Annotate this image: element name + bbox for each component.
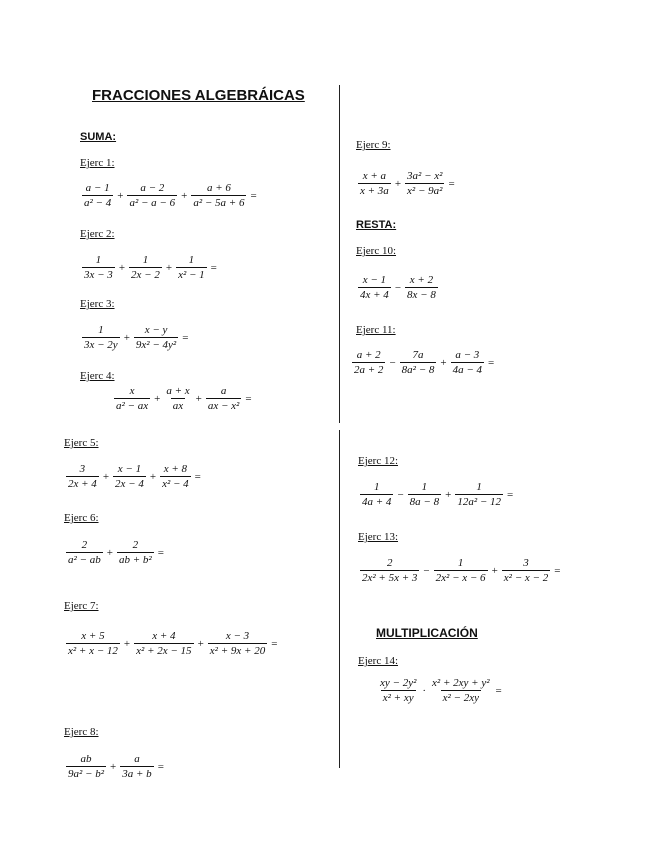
numerator: a — [220, 385, 227, 397]
section-resta: RESTA: — [356, 219, 397, 231]
fraction — [176, 254, 207, 281]
exercise-6-expression — [64, 539, 166, 566]
exercise-9-expression — [356, 170, 457, 197]
fraction — [378, 677, 418, 704]
operator: + — [106, 546, 113, 559]
operator: + — [123, 331, 130, 344]
exercise-11-expression — [350, 349, 496, 376]
fraction — [134, 324, 178, 351]
equals-sign: = — [210, 261, 217, 274]
fraction — [120, 753, 153, 780]
denominator: 2x − 2 — [131, 269, 160, 281]
numerator: a − 2 — [140, 182, 165, 194]
exercise-13-label: Ejerc 13: — [358, 531, 399, 543]
numerator: x + a — [362, 170, 387, 182]
operator: + — [445, 488, 452, 501]
fraction — [66, 539, 103, 566]
equals-sign: = — [182, 331, 189, 344]
fraction — [82, 324, 120, 351]
denominator: a² − ab — [68, 554, 101, 566]
exercise-7-label: Ejerc 7: — [64, 600, 99, 612]
fraction — [66, 753, 106, 780]
exercise-4-label: Ejerc 4: — [80, 370, 115, 382]
section-multiplicacion: MULTIPLICACIÓN — [376, 626, 478, 640]
fraction — [502, 557, 550, 584]
fraction — [113, 463, 146, 490]
denominator: x² + xy — [382, 692, 414, 704]
equals-sign: = — [194, 470, 201, 483]
fraction — [430, 677, 491, 704]
fraction — [358, 274, 391, 301]
numerator: ab — [80, 753, 92, 765]
numerator: x + 5 — [81, 630, 105, 642]
equals-sign: = — [271, 637, 278, 650]
operator: + — [394, 177, 402, 190]
denominator: x² − x − 2 — [503, 572, 549, 584]
exercise-2-label: Ejerc 2: — [80, 228, 115, 240]
numerator: 7a — [412, 349, 424, 361]
fraction — [208, 630, 267, 657]
exercise-1-expression — [80, 182, 259, 209]
denominator: x² − 1 — [178, 269, 205, 281]
denominator: 8a − 8 — [409, 496, 440, 508]
exercise-1-label: Ejerc 1: — [80, 157, 115, 169]
fraction — [134, 630, 193, 657]
denominator: x² − 9a² — [407, 185, 443, 197]
denominator: a² − 5a + 6 — [193, 197, 245, 209]
numerator: x − y — [144, 324, 168, 336]
exercise-5-expression — [64, 463, 203, 490]
operator: − — [389, 356, 396, 369]
fraction — [405, 274, 438, 301]
exercise-10-expression — [356, 274, 440, 301]
denominator: 9x² − 4y² — [135, 339, 177, 351]
fraction — [114, 385, 150, 412]
numerator: a + x — [166, 385, 190, 397]
denominator: x² − 2xy — [442, 692, 479, 704]
exercise-8-label: Ejerc 8: — [64, 726, 99, 738]
equals-sign: = — [507, 488, 514, 501]
numerator: xy − 2y² — [380, 677, 417, 689]
numerator: 1 — [188, 254, 195, 266]
numerator: x + 2 — [409, 274, 434, 286]
fraction — [405, 170, 444, 197]
numerator: 1 — [421, 481, 428, 493]
exercise-8-expression — [64, 753, 166, 780]
numerator: 3 — [523, 557, 529, 569]
operator: + — [149, 470, 157, 483]
equals-sign: = — [495, 684, 502, 697]
fraction — [127, 182, 177, 209]
exercise-2-expression — [80, 254, 219, 281]
fraction — [352, 349, 385, 376]
operator: + — [181, 189, 188, 202]
exercise-12-expression — [358, 481, 515, 508]
fraction — [66, 463, 99, 490]
operator: + — [491, 564, 498, 577]
exercise-12-label: Ejerc 12: — [358, 455, 399, 467]
numerator: 1 — [476, 481, 482, 493]
fraction — [129, 254, 162, 281]
denominator: 3x − 2y — [84, 339, 118, 351]
operator: + — [118, 261, 126, 274]
operator: + — [123, 637, 131, 650]
operator: + — [440, 356, 447, 369]
numerator: x — [129, 385, 135, 397]
equals-sign: = — [448, 177, 455, 190]
fraction — [451, 349, 484, 376]
denominator: x² + 2x − 15 — [136, 645, 192, 657]
fraction — [160, 463, 191, 490]
fraction — [191, 182, 246, 209]
equals-sign: = — [554, 564, 561, 577]
equals-sign: = — [157, 546, 164, 559]
denominator: ab + b² — [118, 554, 152, 566]
denominator: 8a² − 8 — [401, 364, 435, 376]
exercise-14-expression — [376, 677, 504, 704]
fraction — [117, 539, 154, 566]
operator: + — [197, 637, 204, 650]
exercise-3-expression — [80, 324, 190, 351]
equals-sign: = — [157, 760, 164, 773]
numerator: a − 1 — [85, 182, 110, 194]
operator: + — [117, 189, 124, 202]
numerator: 1 — [98, 324, 104, 336]
numerator: x² + 2xy + y² — [432, 677, 490, 689]
numerator: 3a² − x² — [407, 170, 443, 182]
denominator: x² + 9x + 20 — [209, 645, 266, 657]
numerator: 3 — [79, 463, 86, 475]
numerator: x − 1 — [362, 274, 387, 286]
denominator: ax — [172, 400, 184, 412]
fraction — [206, 385, 242, 412]
numerator: a — [134, 753, 140, 765]
exercise-4-expression — [112, 385, 254, 412]
exercise-9-label: Ejerc 9: — [356, 139, 391, 151]
exercise-6-label: Ejerc 6: — [64, 512, 99, 524]
exercise-7-expression — [64, 630, 279, 657]
exercise-3-label: Ejerc 3: — [80, 298, 115, 310]
denominator: 2x² + 5x + 3 — [362, 572, 418, 584]
numerator: x − 1 — [117, 463, 142, 475]
denominator: x² + x − 12 — [68, 645, 118, 657]
equals-sign: = — [488, 356, 495, 369]
denominator: a² − ax — [116, 400, 149, 412]
fraction — [66, 630, 120, 657]
denominator: x + 3a — [360, 185, 389, 197]
section-suma: SUMA: — [80, 131, 117, 143]
operator: − — [423, 564, 430, 577]
numerator: 1 — [373, 481, 380, 493]
equals-sign: = — [250, 189, 257, 202]
fraction — [400, 349, 437, 376]
fraction — [408, 481, 441, 508]
denominator: 4a + 4 — [362, 496, 392, 508]
denominator: 2x² − x − 6 — [435, 572, 486, 584]
operator: + — [154, 392, 161, 405]
fraction — [360, 557, 419, 584]
numerator: a + 2 — [356, 349, 381, 361]
operator: · — [422, 684, 427, 697]
numerator: 2 — [81, 539, 88, 551]
numerator: 1 — [142, 254, 149, 266]
denominator: x² − 4 — [162, 478, 189, 490]
denominator: 12a² − 12 — [457, 496, 502, 508]
fraction — [164, 385, 191, 412]
numerator: x − 3 — [225, 630, 250, 642]
fraction — [455, 481, 503, 508]
numerator: x + 4 — [152, 630, 176, 642]
fraction — [434, 557, 488, 584]
denominator: 2x + 4 — [68, 478, 97, 490]
operator: − — [394, 281, 402, 294]
operator: − — [397, 488, 404, 501]
numerator: 1 — [95, 254, 102, 266]
equals-sign: = — [245, 392, 252, 405]
numerator: 2 — [386, 557, 393, 569]
fraction — [358, 170, 391, 197]
denominator: 3x − 3 — [84, 269, 113, 281]
operator: + — [195, 392, 202, 405]
numerator: 2 — [132, 539, 139, 551]
exercise-5-label: Ejerc 5: — [64, 437, 99, 449]
denominator: 2x − 4 — [115, 478, 144, 490]
exercise-10-label: Ejerc 10: — [356, 245, 397, 257]
exercise-13-expression — [358, 557, 562, 584]
denominator: a² − a − 6 — [129, 197, 176, 209]
numerator: a + 6 — [206, 182, 231, 194]
column-divider-bottom — [339, 430, 340, 768]
fraction — [82, 254, 115, 281]
denominator: 4x + 4 — [360, 289, 389, 301]
denominator: ax − x² — [207, 400, 240, 412]
fraction — [82, 182, 113, 209]
operator: + — [102, 470, 110, 483]
operator: + — [110, 760, 117, 773]
column-divider-top — [339, 85, 340, 423]
page-title: FRACCIONES ALGEBRÁICAS — [92, 87, 305, 104]
denominator: 8x − 8 — [407, 289, 436, 301]
numerator: 1 — [457, 557, 464, 569]
numerator: a − 3 — [455, 349, 480, 361]
denominator: 3a + b — [122, 768, 152, 780]
exercise-11-label: Ejerc 11: — [356, 324, 396, 336]
denominator: 2a + 2 — [354, 364, 384, 376]
fraction — [360, 481, 393, 508]
denominator: 4a − 4 — [452, 364, 483, 376]
operator: + — [165, 261, 173, 274]
denominator: 9a² − b² — [68, 768, 105, 780]
denominator: a² − 4 — [84, 197, 112, 209]
numerator: x + 8 — [163, 463, 188, 475]
exercise-14-label: Ejerc 14: — [358, 655, 399, 667]
